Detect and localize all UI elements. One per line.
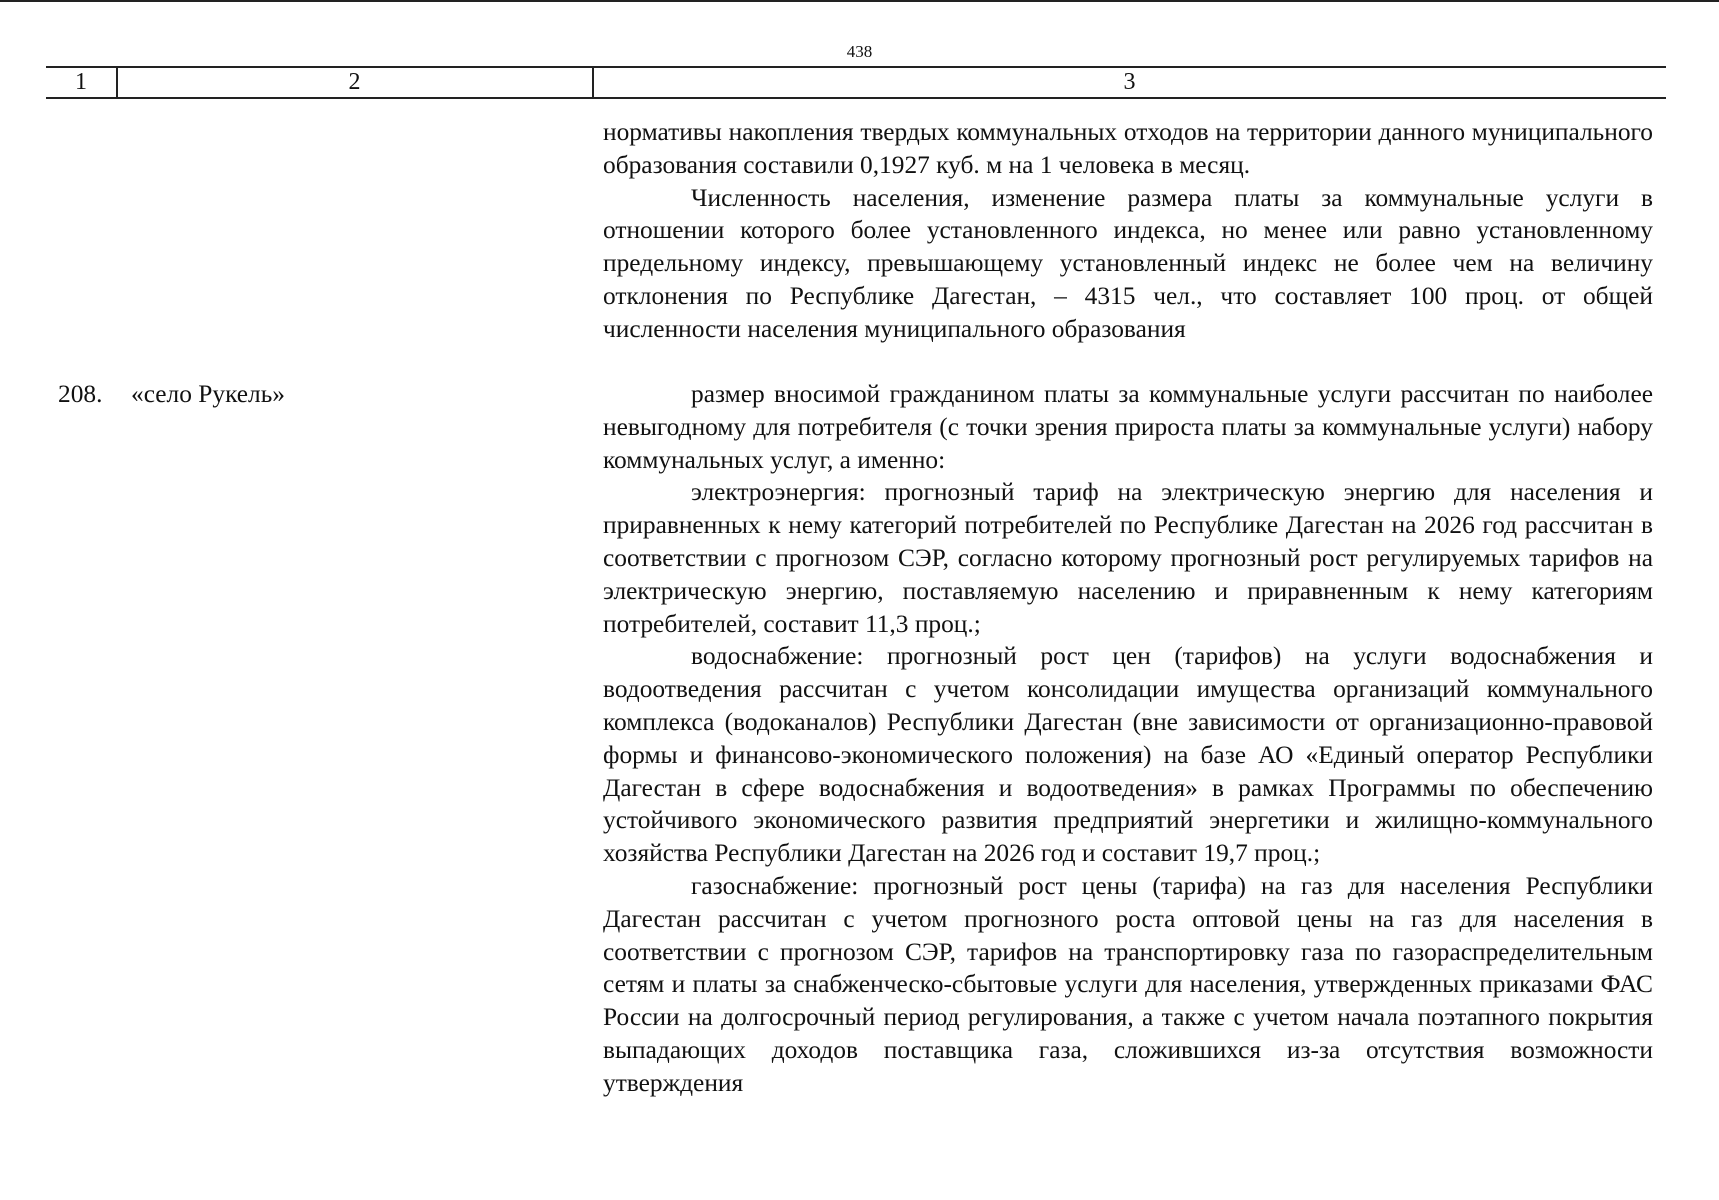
municipality-name: «село Рукель»: [131, 380, 285, 408]
paragraph: Численность населения, изменение размера платы за коммунальные услуги в отношении которого более установленного индекса, но менее или равно установленному предельному индексу, превышающему установленный индекс не более чем на величину отклонения по Республике Дагестан, – 4315 чел., что составляет 100 проц. от общей численности населения муниципального образования: [603, 183, 1653, 343]
column-header-3: 3: [1123, 69, 1136, 95]
continuation-cell: [603, 116, 1653, 346]
row-description-cell: [603, 378, 1653, 1100]
paragraph: размер вносимой гражданином платы за коммунальные услуги рассчитан по наиболее невыгодному для потребителя (с точки зрения прироста платы за коммунальные услуги) набору коммунальных услуг, а именно:: [603, 380, 1653, 474]
row-number: 208.: [58, 380, 103, 408]
paragraph: водоснабжение: прогнозный рост цен (тарифов) на услуги водоснабжения и водоотведения рассчитан с учетом консолидации имущества организаций коммунального комплекса (водоканалов) Республики Дагестан (вне зависимости от организационно-правовой формы и финансово-экономического положения) на базе АО «Единый оператор Республики Дагестан в сфере водоснабжения и водоотведения» в рамках Программы по обеспечению устойчивого экономического развития предприятий энергетики и жилищно-коммунального хозяйства Республики Дагестан на 2026 год и составит 19,7 проц.;: [603, 642, 1653, 868]
paragraph: газоснабжение: прогнозный рост цены (тарифа) на газ для населения Республики Дагестан рассчитан с учетом прогнозного роста оптовой цены на газ для населения в соответствии с прогнозом СЭР, тарифов на транспортировку газа по газораспределительным сетям и платы за снабженческо-сбытовые услуги для населения, утвержденных приказами ФАС России на долгосрочный период регулирования, а также с учетом начала поэтапного покрытия выпадающих доходов поставщика газа, сложившихся из-за отсутствия возможности утверждения: [603, 871, 1653, 1097]
page-number: 438: [846, 42, 873, 61]
table-header-row: [46, 66, 1666, 99]
column-header-2: 2: [348, 69, 361, 95]
paragraph: нормативы накопления твердых коммунальных отходов на территории данного муниципального образования составили 0,1927 куб. м на 1 человека в месяц.: [603, 118, 1653, 179]
column-header-1: 1: [75, 69, 87, 95]
paragraph: электроэнергия: прогнозный тариф на электрическую энергию для населения и приравненных к нему категорий потребителей по Республике Дагестан на 2026 год рассчитан в соответствии с прогнозом СЭР, согласно которому прогнозный рост регулируемых тарифов на электрическую энергию, поставляемую населению и приравненным к нему категориям потребителей, составит 11,3 проц.;: [603, 478, 1653, 638]
scan-top-border: [0, 0, 1719, 2]
